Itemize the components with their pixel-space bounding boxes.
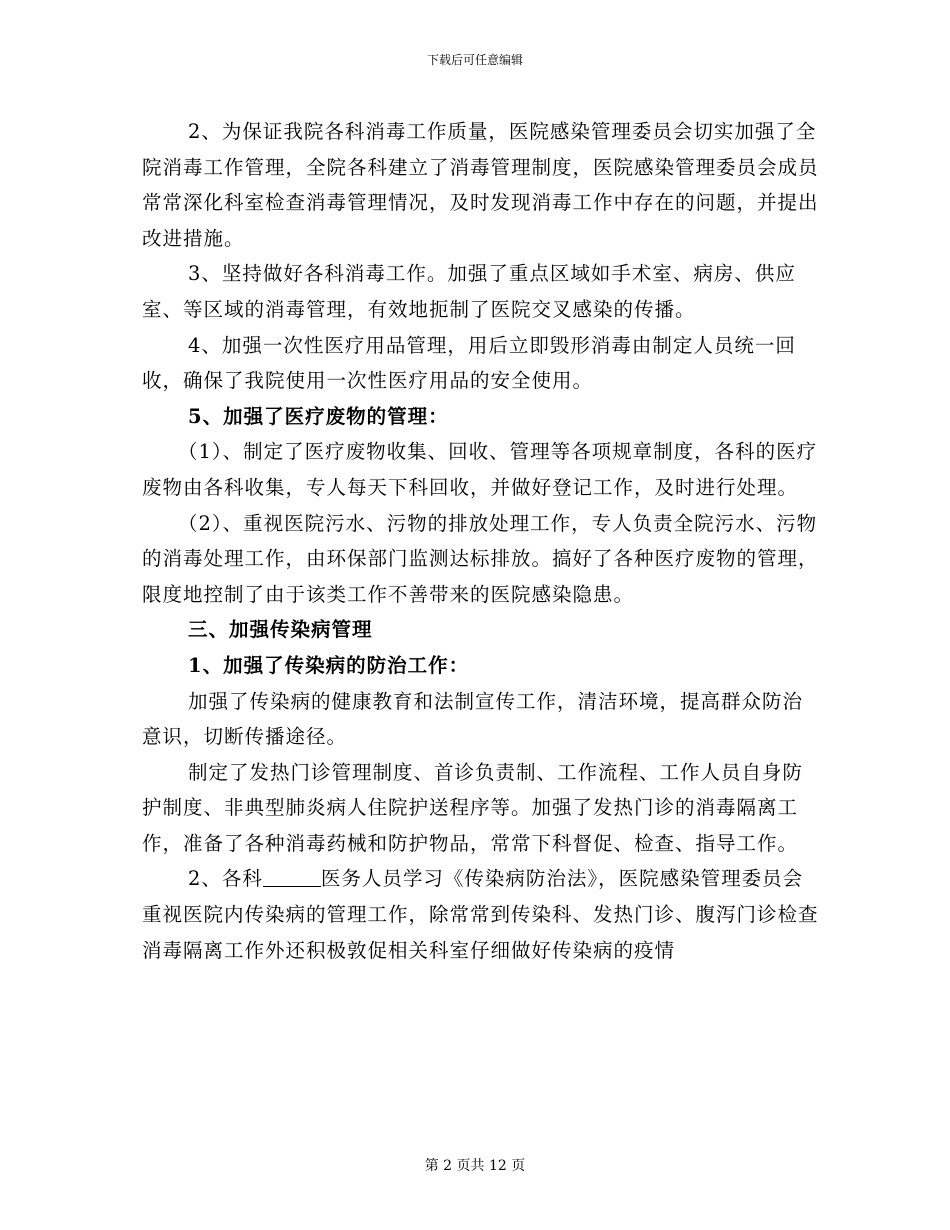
paragraph-law-study-start: 2、各科 [188,867,263,891]
page-number: 第 2 页共 12 页 [424,1158,526,1174]
paragraph-law-study [142,861,822,968]
page-header-note: 下载后可任意编辑 [426,53,523,67]
fill-in-blank [263,868,321,887]
paragraph-fever-clinic: 制定了发热门诊管理制度、首诊负责制、工作流程、工作人员自身防护制度、非典型肺炎病人住院护送程序等。加强了发热门诊的消毒隔离工作，准备了各种消毒药械和防护物品，常常下科督促、检查、指导工作。 [142,760,804,855]
paragraph-disposable-supplies: 4、加强一次性医疗用品管理，用后立即毁形消毒由制定人员统一回收，确保了我院使用一次性医疗用品的安全使用。 [142,333,796,393]
paragraph-law-study-rest: 医务人员学习《传染病防治法》，医院感染管理委员会重视医院内传染病的管理工作，除常常到传染科、发热门诊、腹泻门诊检查消毒隔离工作外还积极敦促相关科室仔细做好传染病的疫情 [142,867,819,962]
heading-infectious-disease: 三、加强传染病管理 [188,618,373,642]
paragraph-waste-rules: （1）、制定了医疗废物收集、回收、管理等各项规章制度，各科的医疗废物由各科收集，专人每天下科回收，并做好登记工作，及时进行处理。 [142,440,818,499]
paragraph-sewage-treatment: （2）、重视医院污水、污物的排放处理工作，专人负责全院污水、污物的消毒处理工作，由环保部门监测达标排放。搞好了各种医疗废物的管理，限度地控制了由于该类工作不善带来的医院感染隐患。 [142,511,819,606]
heading-disease-prevention: 1、加强了传染病的防治工作： [188,653,470,677]
document-body [142,114,822,968]
paragraph-disinfection-quality: 2、为保证我院各科消毒工作质量，医院感染管理委员会切实加强了全院消毒工作管理，全院各科建立了消毒管理制度，医院感染管理委员会成员常常深化科室检查消毒管理情况，及时发现消毒工作中存在的问题，并提出改进措施。 [142,120,819,250]
heading-medical-waste: 5、加强了医疗废物的管理： [188,404,449,428]
paragraph-department-disinfection: 3、坚持做好各科消毒工作。加强了重点区域如手术室、病房、供应室、等区域的消毒管理，有效地扼制了医院交叉感染的传播。 [142,262,796,321]
paragraph-health-education: 加强了传染病的健康教育和法制宣传工作，清洁环境，提高群众防治意识，切断传播途径。 [142,689,804,749]
